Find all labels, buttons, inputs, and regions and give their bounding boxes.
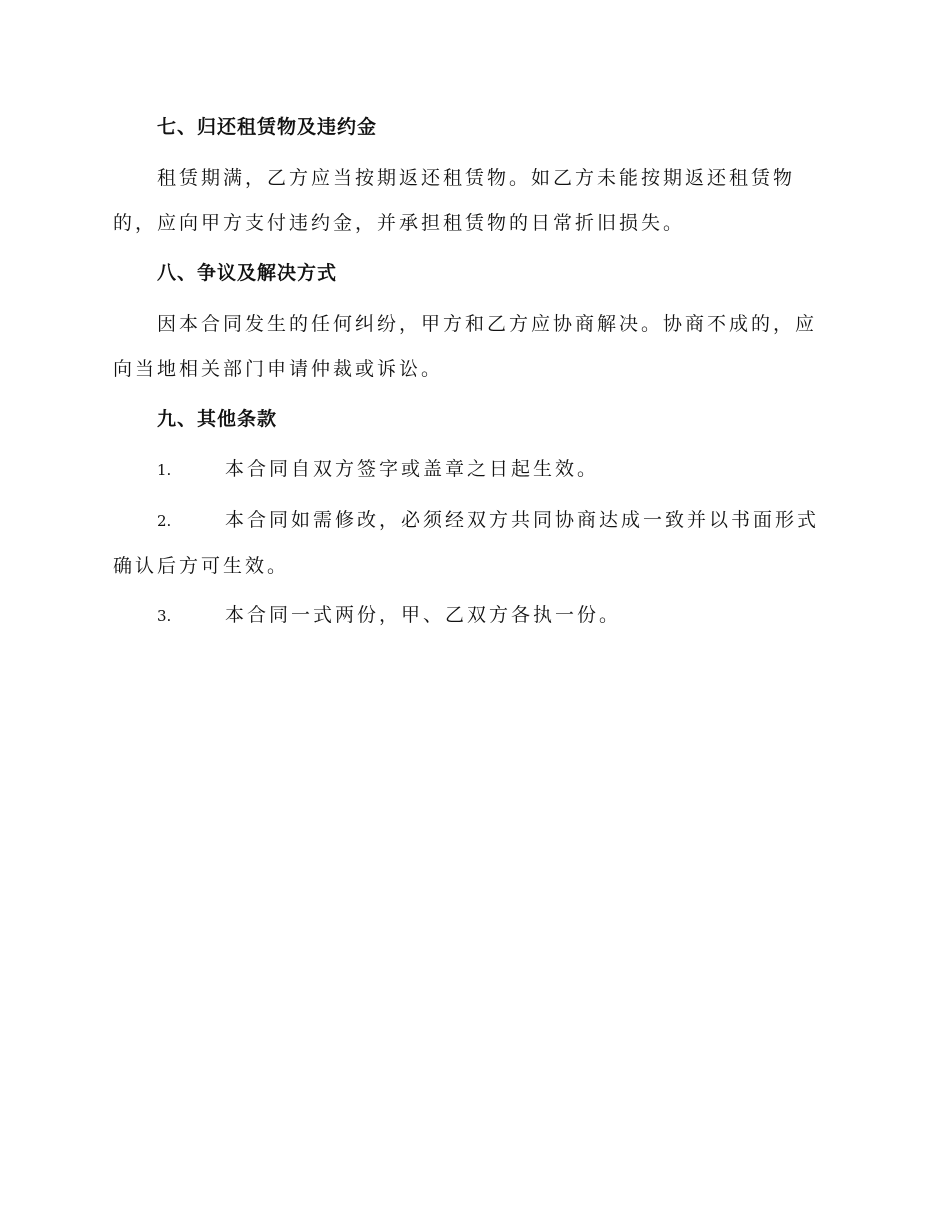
section-body-8: 因本合同发生的任何纠纷，甲方和乙方应协商解决。协商不成的，应向当地相关部门申请仲裁或诉讼。	[113, 313, 818, 380]
section-heading-7: 七、归还租赁物及违约金	[157, 116, 378, 138]
section-heading-8: 八、争议及解决方式	[157, 262, 338, 284]
list-item-number: 1.	[157, 461, 172, 479]
list-item-1	[113, 447, 837, 493]
list-item-number: 3.	[157, 607, 172, 625]
list-item-text: 本合同如需修改，必须经双方共同协商达成一致并以书面形式确认后方可生效。	[113, 509, 820, 577]
section-body-7: 租赁期满，乙方应当按期返还租赁物。如乙方未能按期返还租赁物的，应向甲方支付违约金，并承担租赁物的日常折旧损失。	[113, 167, 796, 234]
section-heading-9: 九、其他条款	[157, 408, 278, 430]
list-item-text: 本合同自双方签字或盖章之日起生效。	[225, 458, 600, 480]
list-item-3	[113, 593, 837, 639]
list-item-text: 本合同一式两份，甲、乙双方各执一份。	[225, 604, 622, 626]
list-item-2	[113, 498, 837, 589]
list-item-number: 2.	[157, 512, 172, 530]
